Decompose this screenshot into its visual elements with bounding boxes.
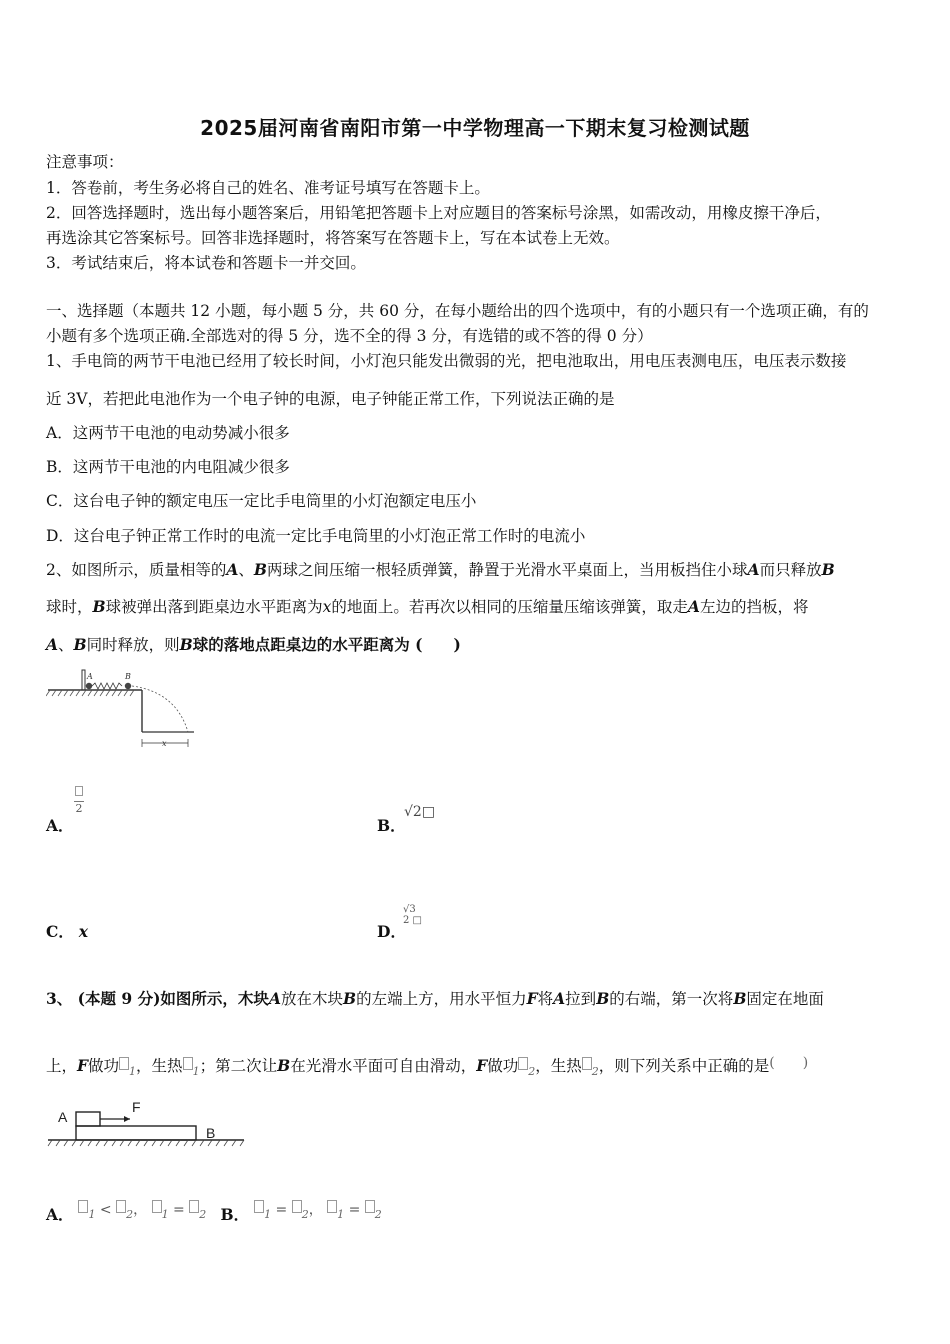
fraction-denominator: 2 (75, 802, 83, 815)
question-3-line-2: 上，F做功 $_1$，生热 $_1$；第二次让B在光滑水平面可自由滑动，F做功 $_2$，生热 $_2$，则下列关系中正确的是( ) (46, 1055, 809, 1079)
fraction-numerator (75, 786, 83, 796)
question-1-text: 近 3V，若把此电池作为一个电子钟的电源，电子钟能正常工作，下列说法正确的是 (46, 390, 615, 408)
question-1-option-b: B．这两节干电池的内电阻减少很多 (46, 458, 290, 476)
question-2-line-2: 球时，B球被弹出落到距桌边水平距离为x的地面上。若再次以相同的压缩量压缩该弹簧，取走A左边的挡板，将 (46, 597, 809, 616)
label-b: B (206, 1125, 216, 1141)
label-a: A (58, 1109, 68, 1125)
section-heading: 小题有多个选项正确.全部选对的得 5 分，选不全的得 3 分，有选错的或不答的得 0 分） (46, 327, 653, 345)
notice-item: 1．答卷前，考生务必将自己的姓名、准考证号填写在答题卡上。 (46, 179, 490, 197)
question-2-line-1: 2、如图所示，质量相等的A、B两球之间压缩一根轻质弹簧，静置于光滑水平桌面上，当用板挡住小球A而只释放B (46, 560, 835, 579)
question-1-text: 1、手电筒的两节干电池已经用了较长时间，小灯泡只能发出微弱的光，把电池取出，用电压表测电压，电压表示数接 (46, 352, 847, 370)
notice-item: 2．回答选择题时，选出每小题答案后，用铅笔把答题卡上对应题目的答案标号涂黑，如需改动，用橡皮擦干净后， (46, 204, 831, 222)
question-1-option-a: A．这两节干电池的电动势减小很多 (46, 424, 290, 442)
question-2-option-a-value (74, 786, 84, 815)
question-2-figure (46, 666, 196, 750)
ball-a (86, 683, 92, 689)
label-x: x (162, 739, 167, 748)
notice-header: 注意事项： (46, 153, 124, 171)
question-2-option-b-label: B． (377, 816, 406, 835)
question-2-option-a-label: A． (46, 816, 74, 835)
table-hatch (46, 690, 134, 696)
question-3-options: A． $_1$ < $_2$， $_1$ = $_2$ B． $_1$ = $_2$， $_1$ = $_2$ (46, 1202, 382, 1224)
page-title: 2025届河南省南阳市第一中学物理高一下期末复习检测试题 (200, 116, 750, 140)
notice-item: 3．考试结束后，将本试卷和答题卡一并交回。 (46, 254, 366, 272)
question-2-option-d-value: √3 2 □ (403, 904, 422, 926)
question-1-option-d: D．这台电子钟正常工作时的电流一定比手电筒里的小灯泡正常工作时的电流小 (46, 527, 586, 545)
question-2-option-d-label: D． (377, 922, 406, 941)
stop-board (82, 670, 85, 690)
block-b (76, 1126, 196, 1140)
question-1-option-c: C．这台电子钟的额定电压一定比手电筒里的小灯泡额定电压小 (46, 492, 477, 510)
notice-item: 再选涂其它答案标号。回答非选择题时，将答案写在答题卡上，写在本试卷上无效。 (46, 229, 620, 247)
question-2-option-c: C． x (46, 922, 89, 941)
spring (92, 683, 122, 689)
label-b: B (125, 672, 131, 681)
ball-b (125, 683, 131, 689)
label-a: A (87, 672, 93, 681)
question-3-figure (46, 1100, 246, 1152)
question-2-option-b-value: √2□ (404, 804, 436, 820)
label-f: F (132, 1100, 141, 1115)
section-heading: 一、选择题（本题共 12 小题，每小题 5 分，共 60 分，在每小题给出的四个选项中，有的小题只有一个选项正确，有的 (46, 302, 869, 320)
question-3-line-1: 3、 (本题 9 分)如图所示，木块A放在木块B的左端上方，用水平恒力F将A拉到B的右端，第一次将B固定在地面 (46, 989, 824, 1008)
question-2-line-3: A、B同时释放，则B球的落地点距桌边的水平距离为 ( ) (46, 635, 461, 654)
trajectory (132, 686, 188, 732)
block-a (76, 1112, 100, 1126)
